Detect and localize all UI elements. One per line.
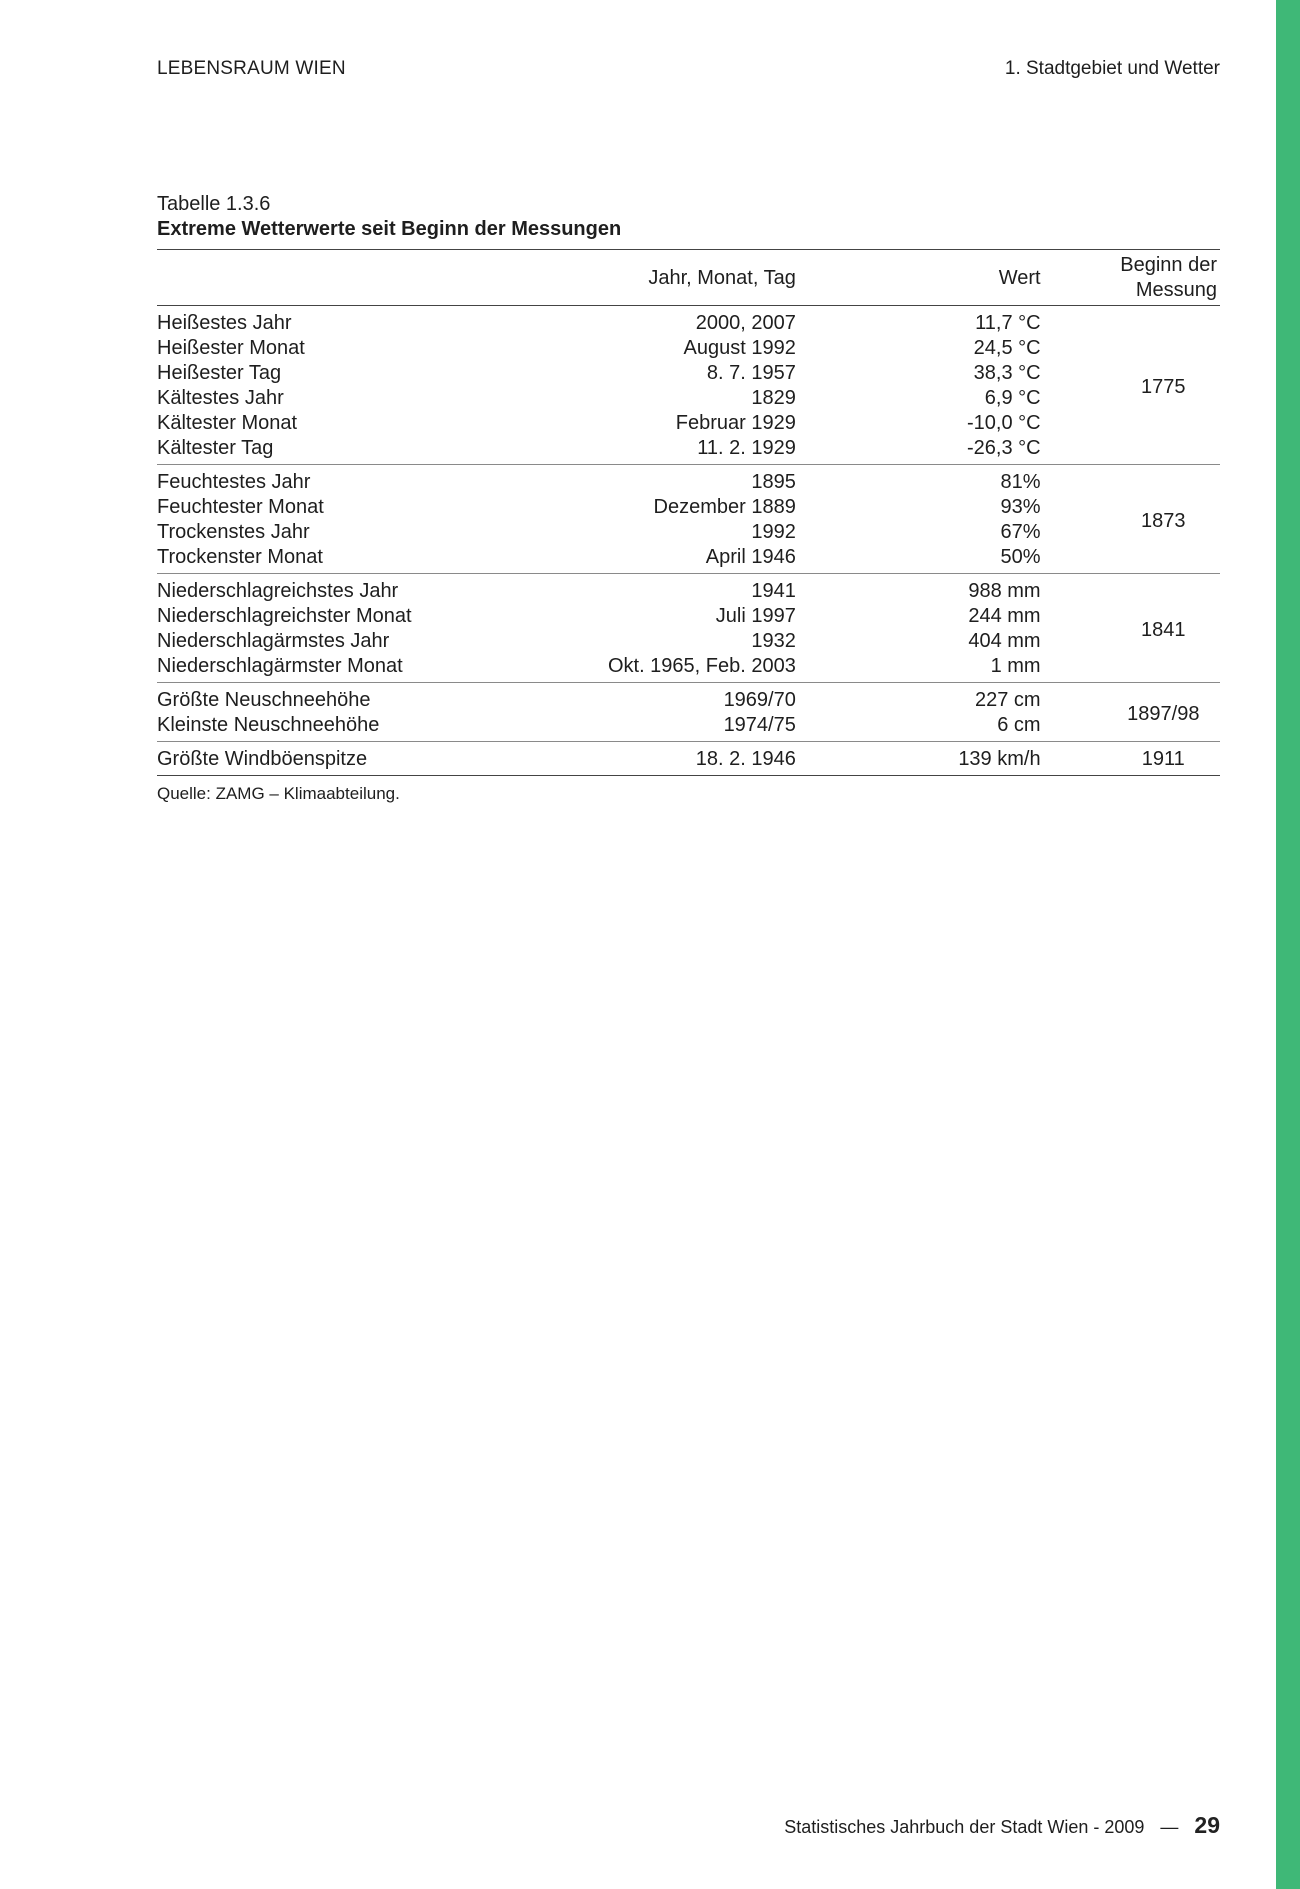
row-name-cell: Heißester Monat bbox=[157, 337, 305, 359]
row-value-cell: 93% bbox=[1000, 496, 1041, 518]
measurement-start-cell: 1775 bbox=[1141, 376, 1186, 398]
row-name-cell: Niederschlagärmster Monat bbox=[157, 655, 403, 677]
row-date-cell: Dezember 1889 bbox=[653, 496, 796, 518]
row-name-cell: Niederschlagärmstes Jahr bbox=[157, 630, 390, 652]
footer-separator: — bbox=[1160, 1817, 1179, 1837]
measurement-start-cell: 1897/98 bbox=[1041, 683, 1220, 742]
row-date-cell: 2000, 2007 bbox=[695, 312, 796, 334]
row-value-cell: 67% bbox=[1000, 521, 1041, 543]
header-chapter-title: 1. Stadtgebiet und Wetter bbox=[1004, 58, 1220, 79]
row-date-cell: Okt. 1965, Feb. 2003 bbox=[607, 655, 796, 677]
row-value-cell: 988 mm bbox=[796, 574, 1041, 605]
table-row bbox=[157, 683, 1220, 714]
row-value-cell: -26,3 °C bbox=[966, 437, 1041, 459]
row-date-cell: 1969/70 bbox=[447, 683, 796, 714]
page-footer bbox=[784, 1812, 1220, 1839]
row-value-cell: 6 cm bbox=[997, 714, 1041, 736]
row-name-cell: Heißestes Jahr bbox=[157, 312, 292, 334]
row-date-cell: August 1992 bbox=[683, 337, 796, 359]
table-row bbox=[157, 742, 1220, 776]
table-group bbox=[157, 742, 1220, 776]
row-name-cell: Kältestes Jahr bbox=[157, 387, 284, 409]
row-value-cell: -10,0 °C bbox=[966, 412, 1041, 434]
row-value-cell: 244 mm bbox=[968, 605, 1041, 627]
row-name-cell: Trockenstes Jahr bbox=[157, 521, 310, 543]
row-date-cell: April 1946 bbox=[705, 546, 796, 568]
row-value-cell: 139 km/h bbox=[796, 742, 1041, 776]
row-value-cell: 1 mm bbox=[990, 655, 1041, 677]
measurement-start-cell: 1911 bbox=[1041, 742, 1220, 776]
row-date-cell: 1974/75 bbox=[723, 714, 796, 736]
weather-extremes-table-container bbox=[157, 249, 1220, 804]
row-value-cell: 81% bbox=[796, 465, 1041, 496]
row-name-cell: Größte Neuschneehöhe bbox=[157, 683, 447, 714]
row-name-cell: Trockenster Monat bbox=[157, 546, 323, 568]
table-row bbox=[157, 465, 1220, 496]
row-date-cell: 1992 bbox=[751, 521, 796, 543]
column-header-value: Wert bbox=[796, 250, 1041, 306]
row-value-cell: 6,9 °C bbox=[984, 387, 1041, 409]
row-name-cell: Kältester Tag bbox=[157, 437, 274, 459]
table-label: Tabelle 1.3.6 bbox=[157, 193, 271, 215]
row-name-cell: Größte Windböenspitze bbox=[157, 742, 447, 776]
row-date-cell: Februar 1929 bbox=[675, 412, 796, 434]
row-name-cell: Kältester Monat bbox=[157, 412, 298, 434]
row-value-cell: 404 mm bbox=[968, 630, 1041, 652]
row-value-cell: 11,7 °C bbox=[975, 312, 1041, 334]
table-group bbox=[157, 306, 1220, 465]
accent-side-bar bbox=[1276, 0, 1300, 1889]
measurement-start-cell: 1841 bbox=[1041, 574, 1220, 683]
row-date-cell: 18. 2. 1946 bbox=[447, 742, 796, 776]
row-value-cell: 38,3 °C bbox=[973, 362, 1041, 384]
column-header-date: Jahr, Monat, Tag bbox=[447, 250, 796, 306]
row-name-cell: Feuchtester Monat bbox=[157, 496, 324, 518]
column-header-start: Beginn der Messung bbox=[1041, 250, 1220, 306]
column-header-name bbox=[157, 250, 447, 306]
row-date-cell: 1932 bbox=[751, 630, 796, 652]
row-name-cell: Niederschlagreichster Monat bbox=[157, 605, 412, 627]
table-row bbox=[157, 306, 1220, 337]
row-date-cell: 1895 bbox=[447, 465, 796, 496]
row-value-cell: 227 cm bbox=[796, 683, 1041, 714]
row-date-cell: 11. 2. 1929 bbox=[697, 437, 796, 459]
row-name-cell: Heißester Tag bbox=[157, 362, 282, 384]
table-group bbox=[157, 465, 1220, 574]
header-section-title: LEBENSRAUM WIEN bbox=[157, 58, 346, 79]
table-row bbox=[157, 574, 1220, 605]
row-name-cell: Kleinste Neuschneehöhe bbox=[157, 714, 380, 736]
row-date-cell: 1829 bbox=[751, 387, 796, 409]
table-header-row bbox=[157, 250, 1220, 306]
row-date-cell: 8. 7. 1957 bbox=[706, 362, 796, 384]
page-number: 29 bbox=[1194, 1812, 1220, 1838]
table-group bbox=[157, 683, 1220, 742]
table-group bbox=[157, 574, 1220, 683]
table-title: Extreme Wetterwerte seit Beginn der Messungen bbox=[157, 218, 622, 240]
measurement-start-cell: 1873 bbox=[1041, 465, 1220, 574]
row-name-cell: Feuchtestes Jahr bbox=[157, 465, 447, 496]
footer-publication-title: Statistisches Jahrbuch der Stadt Wien - 2009 bbox=[784, 1817, 1145, 1837]
row-name-cell: Niederschlagreichstes Jahr bbox=[157, 574, 447, 605]
row-value-cell: 50% bbox=[1000, 546, 1041, 568]
weather-extremes-table bbox=[157, 249, 1220, 776]
table-source-note: Quelle: ZAMG – Klimaabteilung. bbox=[157, 784, 400, 803]
row-date-cell: 1941 bbox=[447, 574, 796, 605]
row-value-cell: 24,5 °C bbox=[973, 337, 1041, 359]
row-date-cell: Juli 1997 bbox=[715, 605, 796, 627]
